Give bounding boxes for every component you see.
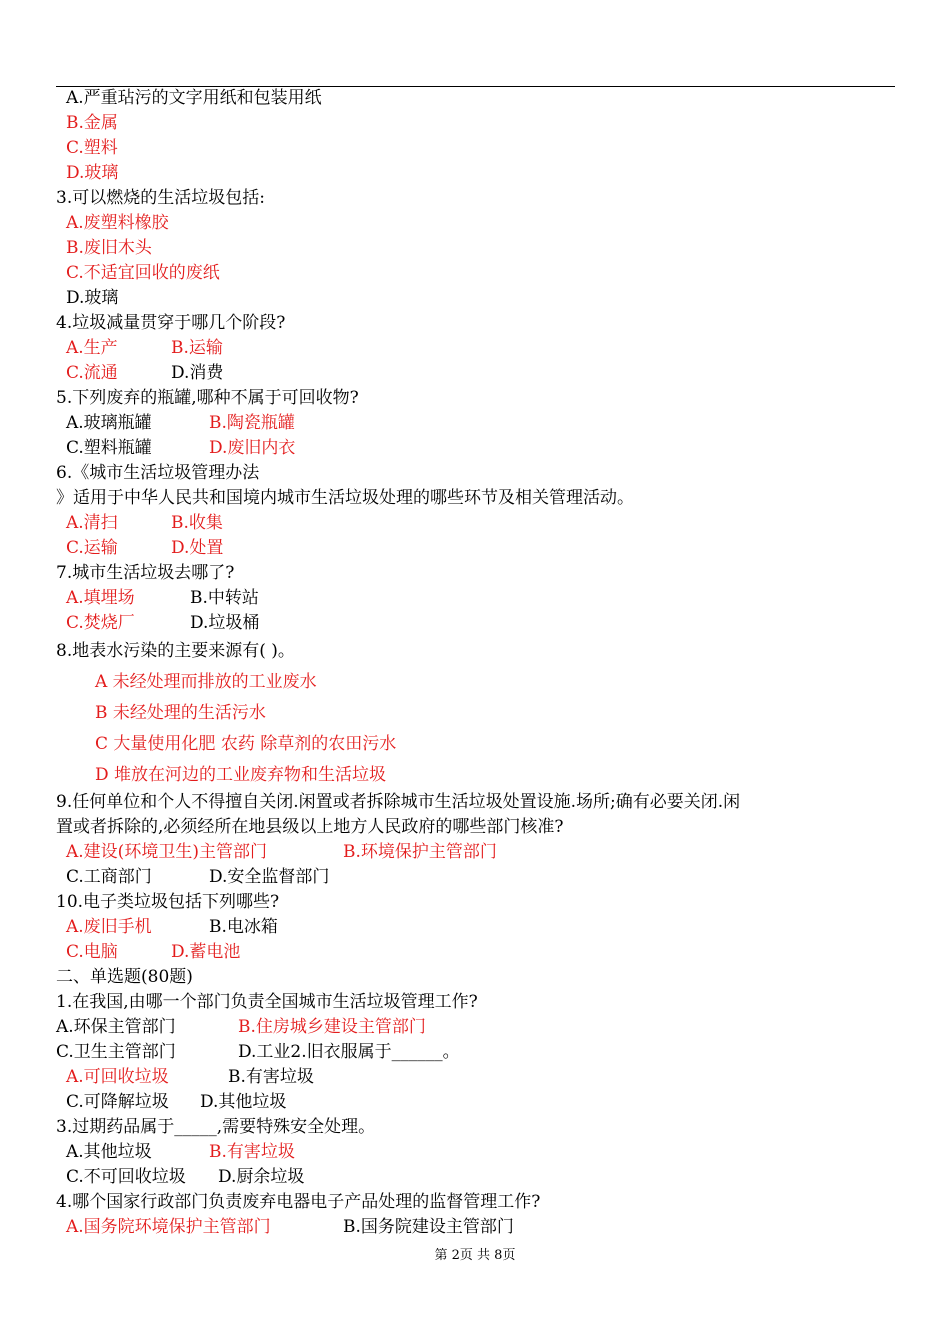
s2-options-row1: [66, 1065, 314, 1090]
q7-options-row1: [66, 586, 259, 611]
q3-option-a: A.废塑料橡胶: [66, 213, 169, 233]
s1-option-a: A.环保主管部门: [56, 1017, 176, 1037]
q7-option-d: D.垃圾桶: [190, 613, 260, 633]
s1-options-row2: [56, 1040, 460, 1065]
s1-option-d-and-s2-question: D.工业2.旧衣服属于______。: [238, 1042, 460, 1062]
q5-options-row1: [66, 411, 295, 436]
q5-option-b: B.陶瓷瓶罐: [209, 413, 295, 433]
q9-options-row1: [66, 840, 497, 865]
q4-question: 4.垃圾减量贯穿于哪几个阶段?: [56, 313, 286, 333]
q3-option-b: B.废旧木头: [66, 238, 152, 258]
q5-option-c: C.塑料瓶罐: [66, 438, 152, 458]
s2-option-a: A.可回收垃圾: [66, 1067, 169, 1087]
q5-question: 5.下列废弃的瓶罐,哪种不属于可回收物?: [56, 388, 359, 408]
q4-option-c: C.流通: [66, 363, 118, 383]
q2-option-b: B.金属: [66, 113, 118, 133]
q5-option-d: D.废旧内衣: [209, 438, 296, 458]
q10-option-b: B.电冰箱: [209, 917, 278, 937]
q8-question: 8.地表水污染的主要来源有( )。: [56, 641, 295, 661]
s4-question: 4.哪个国家行政部门负责废弃电器电子产品处理的监督管理工作?: [56, 1192, 541, 1212]
q10-options-row2: [66, 940, 240, 965]
q6-question-line1: 6.《城市生活垃圾管理办法: [56, 463, 260, 483]
q4-options-row2: [66, 361, 223, 386]
q9-option-c: C.工商部门: [66, 867, 152, 887]
s3-options-row1: [66, 1140, 295, 1165]
q8-option-d: D 堆放在河边的工业废弃物和生活垃圾: [95, 765, 387, 785]
q7-question: 7.城市生活垃圾去哪了?: [56, 563, 235, 583]
s3-option-a: A.其他垃圾: [66, 1142, 152, 1162]
s3-option-c: C.不可回收垃圾: [66, 1167, 186, 1187]
q8-option-b: B 未经处理的生活污水: [95, 703, 266, 723]
q6-question-line2: 》适用于中华人民共和国境内城市生活垃圾处理的哪些环节及相关管理活动。: [56, 488, 634, 508]
q3-question: 3.可以燃烧的生活垃圾包括:: [56, 188, 265, 208]
q9-option-a: A.建设(环境卫生)主管部门: [66, 842, 267, 862]
q10-option-a: A.废旧手机: [66, 917, 152, 937]
q7-option-b: B.中转站: [190, 588, 259, 608]
q10-options-row1: [66, 915, 278, 940]
q4-option-d: D.消费: [171, 363, 224, 383]
q7-option-a: A.填埋场: [66, 588, 135, 608]
q2-option-a: A.严重玷污的文字用纸和包装用纸: [66, 88, 322, 108]
s2-option-c: C.可降解垃圾: [66, 1092, 169, 1112]
s4-options-row1: [66, 1215, 514, 1240]
q8-option-a: A 未经处理而排放的工业废水: [95, 672, 317, 692]
q4-option-b: B.运输: [171, 338, 223, 358]
q6-option-a: A.清扫: [66, 513, 118, 533]
q6-options-row2: [66, 536, 223, 561]
q4-option-a: A.生产: [66, 338, 118, 358]
q9-question-line1: 9.任何单位和个人不得擅自关闭.闲置或者拆除城市生活垃圾处置设施.场所;确有必要关闭.闲: [56, 792, 741, 812]
s2-option-b: B.有害垃圾: [228, 1067, 314, 1087]
q7-option-c: C.焚烧厂: [66, 613, 135, 633]
q5-option-a: A.玻璃瓶罐: [66, 413, 152, 433]
q3-option-c: C.不适宜回收的废纸: [66, 263, 220, 283]
s3-options-row2: [66, 1165, 304, 1190]
q6-options-row1: [66, 511, 223, 536]
s4-option-b: B.国务院建设主管部门: [343, 1217, 514, 1237]
s3-question: 3.过期药品属于_____,需要特殊安全处理。: [56, 1117, 376, 1137]
q10-option-d: D.蓄电池: [171, 942, 241, 962]
q3-option-d: D.玻璃: [66, 288, 119, 308]
s3-option-d: D.厨余垃圾: [218, 1167, 305, 1187]
s2-options-row2: [66, 1090, 286, 1115]
page-number-footer: 第 2页 共 8页: [434, 1248, 516, 1263]
q5-options-row2: [66, 436, 295, 461]
q9-question-line2: 置或者拆除的,必须经所在地县级以上地方人民政府的哪些部门核准?: [56, 817, 564, 837]
q6-option-b: B.收集: [171, 513, 223, 533]
q4-options-row1: [66, 336, 223, 361]
s3-option-b: B.有害垃圾: [209, 1142, 295, 1162]
q6-option-d: D.处置: [171, 538, 224, 558]
q10-question: 10.电子类垃圾包括下列哪些?: [56, 892, 280, 912]
q9-option-d: D.安全监督部门: [209, 867, 330, 887]
q8-option-c: C 大量使用化肥 农药 除草剂的农田污水: [95, 734, 397, 754]
section-heading-single-choice: 二、单选题(80题): [56, 967, 193, 987]
s2-option-d: D.其他垃圾: [200, 1092, 287, 1112]
q2-option-d: D.玻璃: [66, 163, 119, 183]
q7-options-row2: [66, 611, 259, 636]
q9-options-row2: [66, 865, 329, 890]
q10-option-c: C.电脑: [66, 942, 118, 962]
q6-option-c: C.运输: [66, 538, 118, 558]
s1-question: 1.在我国,由哪一个部门负责全国城市生活垃圾管理工作?: [56, 992, 478, 1012]
s1-option-c: C.卫生主管部门: [56, 1042, 176, 1062]
s1-options-row1: [56, 1015, 426, 1040]
s1-option-b: B.住房城乡建设主管部门: [238, 1017, 426, 1037]
q2-option-c: C.塑料: [66, 138, 118, 158]
s4-option-a: A.国务院环境保护主管部门: [66, 1217, 271, 1237]
q9-option-b: B.环境保护主管部门: [343, 842, 497, 862]
